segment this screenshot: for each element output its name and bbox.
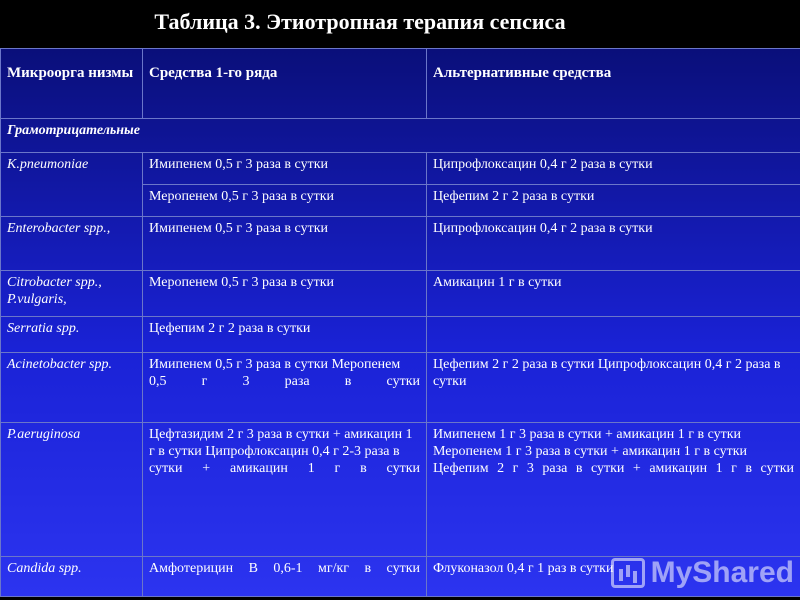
alt-cell: Амикацин 1 г в сутки	[427, 271, 800, 317]
alt-cell	[427, 317, 800, 353]
table-header-row	[1, 49, 800, 119]
header-organisms: Микроорга низмы	[1, 49, 143, 119]
alt-cell: Цефепим 2 г 2 раза в сутки	[427, 185, 800, 217]
table-row	[1, 353, 800, 423]
first-line-cell: Меропенем 0,5 г 3 раза в сутки	[143, 185, 427, 217]
alt-cell: Имипенем 1 г 3 раза в сутки + амикацин 1 г в сутки Меропенем 1 г 3 раза в сутки + амикацин 1 г в сутки Цефепим 2 г 3 раза в сутки + амикацин 1 г в сутки	[427, 423, 800, 557]
alt-cell: Ципрофлоксацин 0,4 г 2 раза в сутки	[427, 153, 800, 185]
table-row	[1, 423, 800, 557]
first-line-cell: Цефепим 2 г 2 раза в сутки	[143, 317, 427, 353]
first-line-cell: Амфотерицин В 0,6-1 мг/кг в сутки	[143, 557, 427, 597]
organism-cell: P.aeruginosa	[1, 423, 143, 557]
table-row	[1, 153, 800, 185]
header-first-line: Средства 1-го ряда	[143, 49, 427, 119]
organism-cell: Acinetobacter spp.	[1, 353, 143, 423]
table-row	[1, 557, 800, 597]
table-row	[1, 271, 800, 317]
first-line-cell: Меропенем 0,5 г 3 раза в сутки	[143, 271, 427, 317]
first-line-cell: Имипенем 0,5 г 3 раза в сутки Меропенем 0,5 г 3 раза в сутки	[143, 353, 427, 423]
first-line-cell: Имипенем 0,5 г 3 раза в сутки	[143, 217, 427, 271]
organism-cell: K.pneumoniae	[1, 153, 143, 217]
group-row	[1, 119, 800, 153]
watermark-text: MyShared	[650, 556, 794, 589]
organism-cell: Candida spp.	[1, 557, 143, 597]
alt-cell: Ципрофлоксацин 0,4 г 2 раза в сутки	[427, 217, 800, 271]
alt-cell: Флуконазол 0,4 г 1 раз в сутки	[427, 557, 800, 597]
first-line-cell: Цефтазидим 2 г 3 раза в сутки + амикацин 1 г в сутки Ципрофлоксацин 0,4 г 2-3 раза в сутки + амикацин 1 г в сутки	[143, 423, 427, 557]
first-line-cell: Имипенем 0,5 г 3 раза в сутки	[143, 153, 427, 185]
table-row	[1, 317, 800, 353]
organism-cell: Enterobacter spp.,	[1, 217, 143, 271]
header-alternatives: Альтернативные средства	[427, 49, 800, 119]
organism-cell: Serratia spp.	[1, 317, 143, 353]
group-label: Грамотрицательные	[1, 119, 800, 153]
page-title: Таблица 3. Этиотропная терапия сепсиса	[154, 9, 566, 34]
therapy-table	[0, 48, 800, 597]
organism-cell: Citrobacter spp., P.vulgaris,	[1, 271, 143, 317]
table-row	[1, 217, 800, 271]
alt-cell: Цефепим 2 г 2 раза в сутки Ципрофлоксацин 0,4 г 2 раза в сутки	[427, 353, 800, 423]
